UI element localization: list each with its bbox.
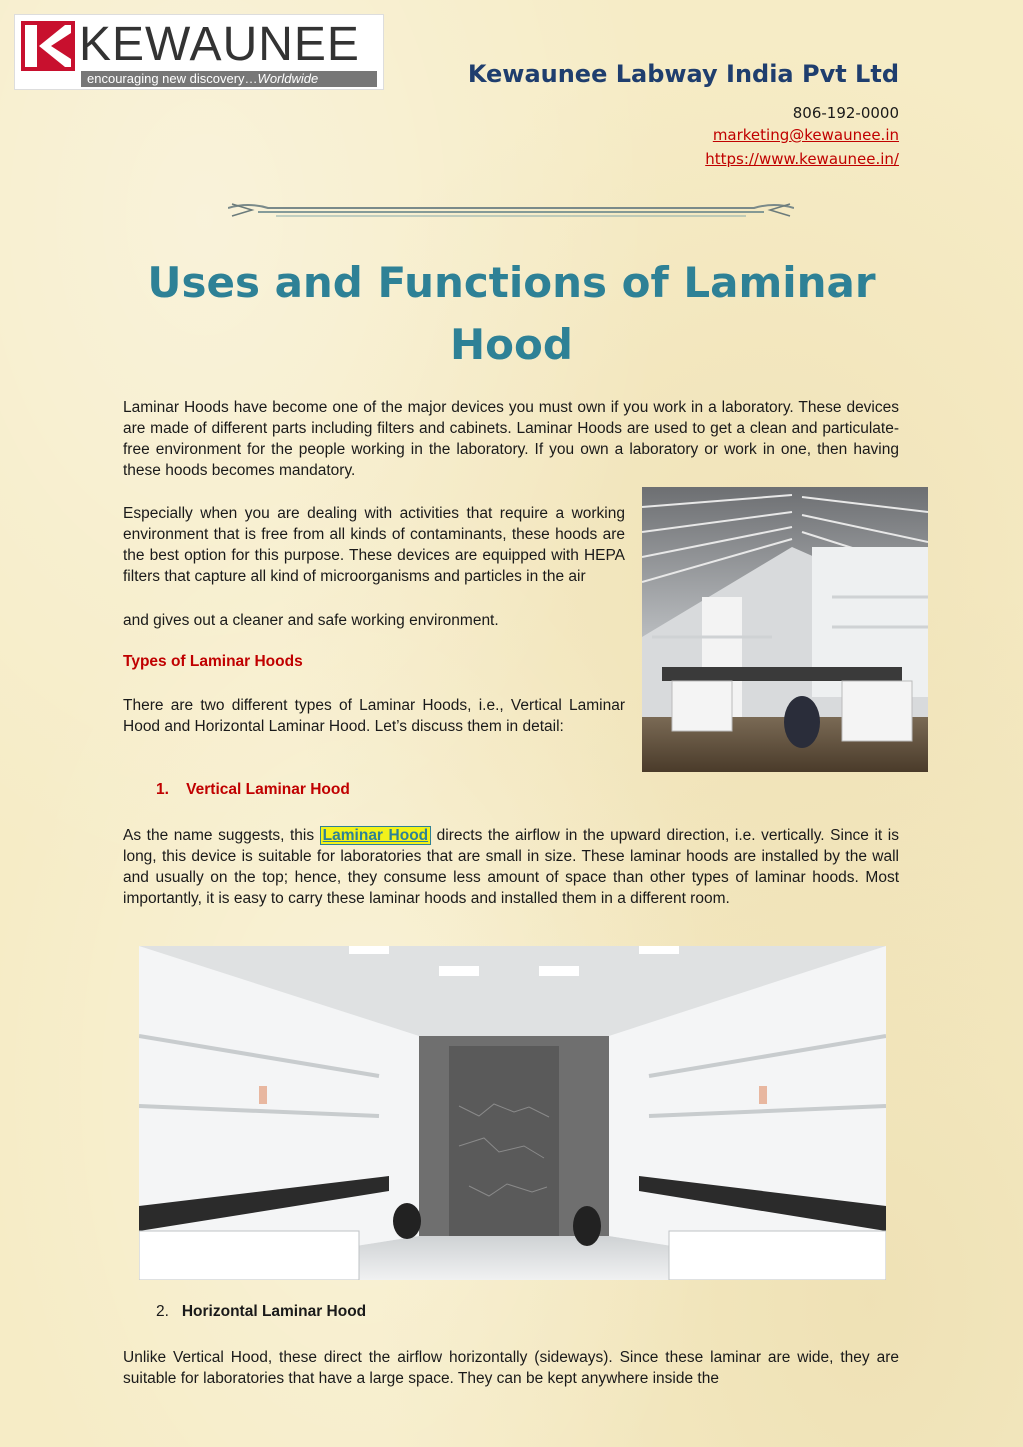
lab-interior-photo [642, 487, 928, 772]
company-website-link[interactable]: https://www.kewaunee.in/ [705, 150, 899, 168]
intro-paragraph: Laminar Hoods have become one of the major devices you must own if you work in a laboratory. These devices are made of different parts including filters and cabinets. Laminar Hoods are used to get a clean and particulate-free environment for the people working in the laboratory. If you own a laboratory or work in one, then having these hoods becomes mandatory. [123, 399, 899, 479]
vertical-paragraph-rest: directs the airflow in the upward direction, i.e. vertically. Since it is long, this device is suitable for laboratories that are small in size. These laminar hoods are installed by the wall and usually on the top; hence, they consume less amount of space than other types of laminar hoods. Most importantly, it is easy to carry these laminar hoods and installed them in a different room. [123, 827, 899, 907]
lab-corridor-photo [139, 946, 886, 1280]
subheading-horizontal-number: 2. [156, 1303, 169, 1320]
types-paragraph: There are two different types of Laminar Hoods, i.e., Vertical Laminar Hood and Horizontal Laminar Hood. Let’s discuss them in detail: [123, 697, 625, 735]
subheading-vertical-label: Vertical Laminar Hood [186, 781, 350, 798]
vertical-paragraph-start: As the name suggests, this [123, 827, 320, 844]
logo-k-mark-icon [21, 21, 75, 71]
hepa-paragraph: Especially when you are dealing with activities that require a working environment that is free from all kinds of contaminants, these hoods are the best option for this purpose. These devices are equipped with HEPA filters that capture all kind of microorganisms and particles in the air [123, 505, 625, 585]
vertical-paragraph [123, 825, 899, 909]
logo-tagline-worldwide: Worldwide [257, 71, 319, 86]
logo-tagline [81, 71, 377, 87]
page-title: Uses and Functions of Laminar Hood [147, 258, 876, 369]
company-email-link[interactable]: marketing@kewaunee.in [712, 126, 899, 144]
hepa-paragraph-end: and gives out a cleaner and safe working environment. [123, 612, 499, 629]
subheading-horizontal [156, 1303, 366, 1321]
ornamental-divider [228, 196, 794, 222]
logo-brand-text: KEWAUNEE [79, 18, 360, 71]
horizontal-paragraph: Unlike Vertical Hood, these direct the airflow horizontally (sideways). Since these laminar are wide, they are suitable for laboratories that have a large space. They can be kept anywhere inside the [123, 1349, 899, 1387]
company-logo [14, 14, 384, 90]
subheading-vertical-number: 1. [156, 781, 169, 798]
logo-tagline-main: encouraging new discovery… [87, 71, 258, 86]
subheading-vertical [156, 781, 350, 799]
company-name: Kewaunee Labway India Pvt Ltd [467, 60, 899, 88]
laminar-hood-link[interactable]: Laminar Hood [320, 826, 431, 845]
subheading-horizontal-label: Horizontal Laminar Hood [181, 1303, 367, 1320]
company-phone: 806-192-0000 [792, 104, 899, 122]
section-heading-types: Types of Laminar Hoods [123, 653, 303, 670]
